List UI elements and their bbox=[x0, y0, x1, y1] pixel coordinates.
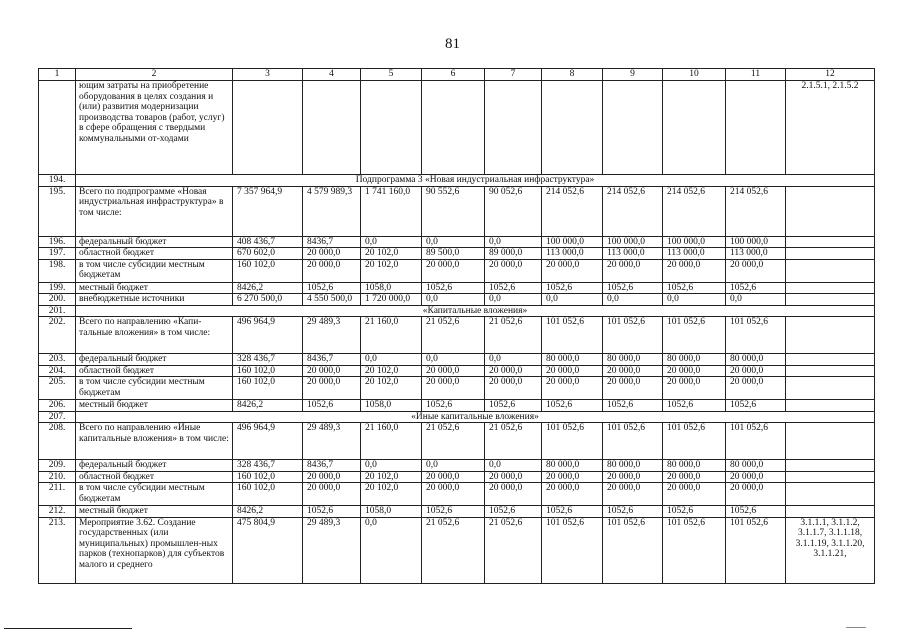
row-number: 196. bbox=[39, 236, 76, 248]
value-cell: 113 000,0 bbox=[603, 248, 663, 260]
indicator-cell bbox=[786, 460, 875, 472]
row-number: 195. bbox=[39, 186, 76, 236]
value-cell: 496 964,9 bbox=[233, 317, 303, 354]
table-row bbox=[39, 236, 875, 248]
value-cell: 29 489,3 bbox=[303, 517, 361, 583]
value-cell: 20 000,0 bbox=[663, 377, 726, 400]
value-cell: 80 000,0 bbox=[663, 354, 726, 366]
indicator-cell bbox=[786, 365, 875, 377]
value-cell: 20 000,0 bbox=[726, 259, 786, 282]
value-cell: 0,0 bbox=[361, 517, 422, 583]
value-cell: 20 000,0 bbox=[542, 377, 603, 400]
value-cell: 4 579 989,3 bbox=[303, 186, 361, 236]
indicator-cell bbox=[786, 294, 875, 306]
value-cell: 0,0 bbox=[485, 354, 542, 366]
value-cell: 1052,6 bbox=[303, 400, 361, 412]
row-number: 204. bbox=[39, 365, 76, 377]
value-cell: 1052,6 bbox=[726, 400, 786, 412]
indicator-cell bbox=[786, 506, 875, 518]
table-row bbox=[39, 506, 875, 518]
value-cell: 1 720 000,0 bbox=[361, 294, 422, 306]
value-cell: 20 000,0 bbox=[422, 471, 485, 483]
value-cell: 20 102,0 bbox=[361, 365, 422, 377]
row-number: 205. bbox=[39, 377, 76, 400]
value-cell: 80 000,0 bbox=[663, 460, 726, 472]
table-row bbox=[39, 483, 875, 506]
value-cell: 1052,6 bbox=[603, 282, 663, 294]
footnote-separator bbox=[4, 628, 132, 629]
value-cell: 6 270 500,0 bbox=[233, 294, 303, 306]
value-cell: 496 964,9 bbox=[233, 423, 303, 460]
row-label: местный бюджет bbox=[76, 282, 233, 294]
value-cell: 1052,6 bbox=[542, 400, 603, 412]
section-row bbox=[39, 411, 875, 423]
column-header: 6 bbox=[422, 69, 485, 81]
value-cell bbox=[361, 81, 422, 175]
value-cell: 80 000,0 bbox=[726, 354, 786, 366]
value-cell: 1052,6 bbox=[542, 506, 603, 518]
value-cell: 1052,6 bbox=[485, 400, 542, 412]
value-cell: 20 000,0 bbox=[603, 483, 663, 506]
value-cell: 1058,0 bbox=[361, 400, 422, 412]
value-cell bbox=[233, 81, 303, 175]
table-row bbox=[39, 259, 875, 282]
table-row bbox=[39, 400, 875, 412]
value-cell: 20 000,0 bbox=[726, 483, 786, 506]
value-cell: 475 804,9 bbox=[233, 517, 303, 583]
row-number: 197. bbox=[39, 248, 76, 260]
value-cell: 113 000,0 bbox=[726, 248, 786, 260]
row-number: 200. bbox=[39, 294, 76, 306]
value-cell: 80 000,0 bbox=[603, 460, 663, 472]
column-header: 5 bbox=[361, 69, 422, 81]
table-row bbox=[39, 365, 875, 377]
value-cell: 21 052,6 bbox=[422, 423, 485, 460]
indicator-cell bbox=[786, 317, 875, 354]
row-number: 206. bbox=[39, 400, 76, 412]
row-label: внебюджетные источники bbox=[76, 294, 233, 306]
value-cell: 20 000,0 bbox=[603, 377, 663, 400]
value-cell: 21 160,0 bbox=[361, 423, 422, 460]
row-label: федеральный бюджет bbox=[76, 354, 233, 366]
indicator-cell bbox=[786, 259, 875, 282]
value-cell: 160 102,0 bbox=[233, 377, 303, 400]
value-cell: 214 052,6 bbox=[726, 186, 786, 236]
value-cell: 0,0 bbox=[485, 236, 542, 248]
value-cell: 89 000,0 bbox=[485, 248, 542, 260]
value-cell: 101 052,6 bbox=[542, 317, 603, 354]
value-cell: 20 000,0 bbox=[422, 377, 485, 400]
value-cell bbox=[726, 81, 786, 175]
value-cell: 1052,6 bbox=[422, 282, 485, 294]
value-cell: 20 000,0 bbox=[485, 377, 542, 400]
table-row bbox=[39, 423, 875, 460]
section-title: «Капитальные вложения» bbox=[76, 305, 875, 317]
value-cell: 21 052,6 bbox=[422, 517, 485, 583]
row-label: Всего по направлению «Капи-тальные вложения» в том числе: bbox=[76, 317, 233, 354]
value-cell: 20 000,0 bbox=[542, 471, 603, 483]
column-header: 10 bbox=[663, 69, 726, 81]
column-header: 8 bbox=[542, 69, 603, 81]
value-cell: 160 102,0 bbox=[233, 471, 303, 483]
row-label: областной бюджет bbox=[76, 365, 233, 377]
value-cell: 1052,6 bbox=[726, 506, 786, 518]
row-label: ющим затраты на приобретение оборудования в целях создания и (или) развития модернизации производства товаров (работ, услуг) в сфере обращения с твердыми коммунальными от-ходами bbox=[76, 81, 233, 175]
row-number: 209. bbox=[39, 460, 76, 472]
table-row bbox=[39, 282, 875, 294]
value-cell: 1052,6 bbox=[485, 282, 542, 294]
value-cell: 20 000,0 bbox=[303, 471, 361, 483]
value-cell: 1052,6 bbox=[422, 506, 485, 518]
value-cell: 20 000,0 bbox=[303, 248, 361, 260]
value-cell: 20 000,0 bbox=[422, 365, 485, 377]
value-cell: 80 000,0 bbox=[603, 354, 663, 366]
value-cell: 670 602,0 bbox=[233, 248, 303, 260]
row-number: 207. bbox=[39, 411, 76, 423]
row-number: 199. bbox=[39, 282, 76, 294]
indicator-cell bbox=[786, 471, 875, 483]
value-cell: 0,0 bbox=[422, 294, 485, 306]
value-cell: 0,0 bbox=[726, 294, 786, 306]
value-cell: 101 052,6 bbox=[603, 317, 663, 354]
value-cell: 0,0 bbox=[422, 236, 485, 248]
value-cell: 214 052,6 bbox=[603, 186, 663, 236]
value-cell: 1052,6 bbox=[663, 282, 726, 294]
value-cell: 1052,6 bbox=[603, 400, 663, 412]
value-cell: 101 052,6 bbox=[542, 517, 603, 583]
value-cell: 0,0 bbox=[361, 354, 422, 366]
value-cell: 80 000,0 bbox=[542, 354, 603, 366]
row-label: в том числе субсидии местным бюджетам bbox=[76, 259, 233, 282]
value-cell: 0,0 bbox=[361, 460, 422, 472]
value-cell: 20 000,0 bbox=[542, 259, 603, 282]
value-cell: 20 000,0 bbox=[303, 483, 361, 506]
indicator-cell: 3.1.1.1, 3.1.1.2, 3.1.1.7, 3.1.1.18, 3.1.1.19, 3.1.1.20, 3.1.1.21, bbox=[786, 517, 875, 583]
value-cell: 100 000,0 bbox=[542, 236, 603, 248]
row-number: 194. bbox=[39, 175, 76, 187]
value-cell: 1052,6 bbox=[303, 282, 361, 294]
value-cell: 20 102,0 bbox=[361, 483, 422, 506]
section-row bbox=[39, 175, 875, 187]
value-cell: 20 000,0 bbox=[603, 365, 663, 377]
column-header: 9 bbox=[603, 69, 663, 81]
value-cell: 20 000,0 bbox=[422, 483, 485, 506]
section-title: «Иные капитальные вложения» bbox=[76, 411, 875, 423]
value-cell: 29 489,3 bbox=[303, 423, 361, 460]
value-cell: 160 102,0 bbox=[233, 259, 303, 282]
value-cell: 20 000,0 bbox=[663, 259, 726, 282]
value-cell: 113 000,0 bbox=[663, 248, 726, 260]
indicator-cell bbox=[786, 377, 875, 400]
indicator-cell bbox=[786, 423, 875, 460]
value-cell: 89 500,0 bbox=[422, 248, 485, 260]
column-header: 3 bbox=[233, 69, 303, 81]
value-cell: 0,0 bbox=[485, 460, 542, 472]
value-cell: 21 052,6 bbox=[422, 317, 485, 354]
value-cell: 8426,2 bbox=[233, 282, 303, 294]
value-cell: 1 741 160,0 bbox=[361, 186, 422, 236]
value-cell: 20 000,0 bbox=[542, 365, 603, 377]
value-cell: 1052,6 bbox=[663, 400, 726, 412]
value-cell: 1058,0 bbox=[361, 282, 422, 294]
value-cell: 90 552,6 bbox=[422, 186, 485, 236]
value-cell bbox=[542, 81, 603, 175]
value-cell: 21 160,0 bbox=[361, 317, 422, 354]
row-number: 212. bbox=[39, 506, 76, 518]
indicator-cell bbox=[786, 186, 875, 236]
table-row bbox=[39, 354, 875, 366]
value-cell: 20 000,0 bbox=[663, 483, 726, 506]
column-header: 12 bbox=[786, 69, 875, 81]
value-cell bbox=[485, 81, 542, 175]
value-cell: 20 000,0 bbox=[485, 483, 542, 506]
value-cell: 29 489,3 bbox=[303, 317, 361, 354]
table-row bbox=[39, 460, 875, 472]
value-cell: 20 102,0 bbox=[361, 259, 422, 282]
page-number: 81 bbox=[445, 36, 460, 52]
value-cell: 7 357 964,9 bbox=[233, 186, 303, 236]
value-cell: 8436,7 bbox=[303, 354, 361, 366]
row-number: 211. bbox=[39, 483, 76, 506]
table-row bbox=[39, 248, 875, 260]
value-cell: 20 000,0 bbox=[726, 471, 786, 483]
row-number: 201. bbox=[39, 305, 76, 317]
value-cell: 101 052,6 bbox=[726, 423, 786, 460]
value-cell: 1052,6 bbox=[485, 506, 542, 518]
row-label: в том числе субсидии местным бюджетам bbox=[76, 483, 233, 506]
row-label: местный бюджет bbox=[76, 506, 233, 518]
value-cell: 20 102,0 bbox=[361, 248, 422, 260]
value-cell: 1052,6 bbox=[726, 282, 786, 294]
value-cell: 8426,2 bbox=[233, 506, 303, 518]
value-cell: 20 000,0 bbox=[663, 471, 726, 483]
indicator-cell: 2.1.5.1, 2.1.5.2 bbox=[786, 81, 875, 175]
value-cell: 101 052,6 bbox=[663, 317, 726, 354]
value-cell: 0,0 bbox=[422, 354, 485, 366]
row-label: Всего по направлению «Иные капитальные вложения» в том числе: bbox=[76, 423, 233, 460]
table-row bbox=[39, 186, 875, 236]
value-cell: 80 000,0 bbox=[542, 460, 603, 472]
value-cell: 160 102,0 bbox=[233, 365, 303, 377]
value-cell bbox=[663, 81, 726, 175]
value-cell: 1052,6 bbox=[603, 506, 663, 518]
row-label: федеральный бюджет bbox=[76, 460, 233, 472]
value-cell: 1052,6 bbox=[542, 282, 603, 294]
indicator-cell bbox=[786, 282, 875, 294]
indicator-cell bbox=[786, 354, 875, 366]
value-cell: 90 052,6 bbox=[485, 186, 542, 236]
section-row bbox=[39, 305, 875, 317]
header-row bbox=[39, 69, 875, 81]
value-cell: 20 000,0 bbox=[663, 365, 726, 377]
value-cell bbox=[303, 81, 361, 175]
indicator-cell bbox=[786, 483, 875, 506]
value-cell: 0,0 bbox=[603, 294, 663, 306]
value-cell: 101 052,6 bbox=[726, 317, 786, 354]
value-cell: 80 000,0 bbox=[726, 460, 786, 472]
value-cell: 20 000,0 bbox=[603, 471, 663, 483]
value-cell: 4 550 500,0 bbox=[303, 294, 361, 306]
value-cell: 1052,6 bbox=[422, 400, 485, 412]
value-cell: 8436,7 bbox=[303, 460, 361, 472]
value-cell: 100 000,0 bbox=[663, 236, 726, 248]
value-cell: 113 000,0 bbox=[542, 248, 603, 260]
row-number: 213. bbox=[39, 517, 76, 583]
column-header: 4 bbox=[303, 69, 361, 81]
value-cell: 0,0 bbox=[542, 294, 603, 306]
value-cell: 21 052,6 bbox=[485, 517, 542, 583]
row-number: 203. bbox=[39, 354, 76, 366]
value-cell: 21 052,6 bbox=[485, 423, 542, 460]
value-cell: 20 000,0 bbox=[603, 259, 663, 282]
value-cell: 8426,2 bbox=[233, 400, 303, 412]
row-number: 208. bbox=[39, 423, 76, 460]
row-number: 202. bbox=[39, 317, 76, 354]
row-label: Мероприятие 3.62. Создание государственных (или муниципальных) промышлен-ных парков (технопарков) для субъектов малого и среднего bbox=[76, 517, 233, 583]
value-cell: 20 000,0 bbox=[726, 377, 786, 400]
table-row bbox=[39, 81, 875, 175]
value-cell: 0,0 bbox=[663, 294, 726, 306]
value-cell: 328 436,7 bbox=[233, 460, 303, 472]
row-label: федеральный бюджет bbox=[76, 236, 233, 248]
table-row bbox=[39, 317, 875, 354]
row-label: областной бюджет bbox=[76, 248, 233, 260]
value-cell: 20 102,0 bbox=[361, 471, 422, 483]
value-cell: 408 436,7 bbox=[233, 236, 303, 248]
value-cell: 214 052,6 bbox=[542, 186, 603, 236]
value-cell: 8436,7 bbox=[303, 236, 361, 248]
row-label: Всего по подпрограмме «Новая индустриальная инфраструктура» в том числе: bbox=[76, 186, 233, 236]
table-row bbox=[39, 471, 875, 483]
value-cell bbox=[603, 81, 663, 175]
row-label: местный бюджет bbox=[76, 400, 233, 412]
value-cell: 20 000,0 bbox=[303, 259, 361, 282]
column-header: 1 bbox=[39, 69, 76, 81]
table-row bbox=[39, 517, 875, 583]
value-cell: 20 102,0 bbox=[361, 377, 422, 400]
value-cell: 20 000,0 bbox=[485, 365, 542, 377]
value-cell: 0,0 bbox=[361, 236, 422, 248]
value-cell: 328 436,7 bbox=[233, 354, 303, 366]
value-cell: 100 000,0 bbox=[603, 236, 663, 248]
value-cell: 20 000,0 bbox=[303, 377, 361, 400]
value-cell: 100 000,0 bbox=[726, 236, 786, 248]
value-cell: 1058,0 bbox=[361, 506, 422, 518]
indicator-cell bbox=[786, 248, 875, 260]
value-cell: 21 052,6 bbox=[485, 317, 542, 354]
budget-table bbox=[38, 68, 875, 584]
value-cell: 101 052,6 bbox=[663, 517, 726, 583]
page-edge-mark bbox=[846, 627, 866, 628]
row-number: 198. bbox=[39, 259, 76, 282]
value-cell: 20 000,0 bbox=[726, 365, 786, 377]
value-cell: 101 052,6 bbox=[603, 423, 663, 460]
value-cell: 214 052,6 bbox=[663, 186, 726, 236]
column-header: 11 bbox=[726, 69, 786, 81]
value-cell: 1052,6 bbox=[303, 506, 361, 518]
value-cell: 0,0 bbox=[485, 294, 542, 306]
value-cell bbox=[422, 81, 485, 175]
value-cell: 101 052,6 bbox=[542, 423, 603, 460]
table-row bbox=[39, 294, 875, 306]
indicator-cell bbox=[786, 400, 875, 412]
value-cell: 101 052,6 bbox=[726, 517, 786, 583]
indicator-cell bbox=[786, 236, 875, 248]
value-cell: 101 052,6 bbox=[663, 423, 726, 460]
value-cell: 20 000,0 bbox=[542, 483, 603, 506]
row-number bbox=[39, 81, 76, 175]
value-cell: 0,0 bbox=[422, 460, 485, 472]
table-row bbox=[39, 377, 875, 400]
value-cell: 20 000,0 bbox=[303, 365, 361, 377]
column-header: 2 bbox=[76, 69, 233, 81]
value-cell: 20 000,0 bbox=[422, 259, 485, 282]
value-cell: 20 000,0 bbox=[485, 259, 542, 282]
value-cell: 20 000,0 bbox=[485, 471, 542, 483]
value-cell: 1052,6 bbox=[663, 506, 726, 518]
value-cell: 160 102,0 bbox=[233, 483, 303, 506]
row-label: областной бюджет bbox=[76, 471, 233, 483]
value-cell: 101 052,6 bbox=[603, 517, 663, 583]
row-number: 210. bbox=[39, 471, 76, 483]
row-label: в том числе субсидии местным бюджетам bbox=[76, 377, 233, 400]
section-title: Подпрограмма 3 «Новая индустриальная инфраструктура» bbox=[76, 175, 875, 187]
column-header: 7 bbox=[485, 69, 542, 81]
